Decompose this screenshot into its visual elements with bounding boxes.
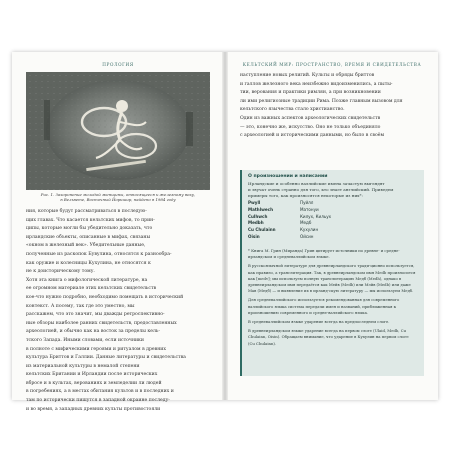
- reading-cell: Матонуи: [300, 206, 319, 212]
- right-page: [226, 52, 438, 400]
- left-running-head: ПРОЛОГИЯ: [102, 62, 134, 67]
- pronunciation-table: [248, 200, 368, 241]
- sidebar-note: В средневаллийском языке ударение всегда на предпоследнем слоге.: [248, 319, 390, 325]
- text-line: ципы, которые могли бы убедительно доказать, что: [26, 226, 153, 232]
- burial-photo: [26, 72, 210, 190]
- table-row: [248, 227, 368, 234]
- text-line: тии, верования и практики римлян, а при возникновении: [240, 90, 381, 96]
- text-line: контекст. А посему, так где это уместно, мы: [26, 303, 135, 309]
- left-page: [12, 52, 224, 412]
- text-line: щих главах. Что касается кельтских мифов, то прин-: [26, 217, 155, 223]
- reading-cell: Килух, Кильух: [300, 213, 332, 219]
- text-line: ее огромном материале этих кельтских свидетельств: [26, 286, 157, 292]
- text-line: не к доисторическому тому.: [26, 269, 95, 275]
- table-row: [248, 207, 368, 214]
- text-line: «окном в железный век». Убедительные данные,: [26, 243, 146, 249]
- text-line: вбросе и в культах, верованиях и земледелии ли людей: [26, 380, 162, 386]
- table-row: [248, 200, 368, 207]
- text-line: и во время, а западных древних культы противостояли: [26, 406, 161, 412]
- text-line: ния, которые будут рассматриваться в последую-: [26, 209, 147, 214]
- sidebar-note: * Книга М. Грин (Миранда) Грин цитирует источники по древне- и средне-ирландском и средневаллийском языке.: [248, 248, 400, 260]
- sidebar-note: Для средневаллийского используется рекомендованная для современного валлийского языка система передачи имен и названий, приближенная к произношению современного и средне-валлийского языка.: [248, 297, 400, 315]
- text-line: кое-что нужно подробно, необходимо помещать в исторический: [26, 294, 184, 300]
- reading-cell: Ойсин: [300, 233, 314, 239]
- caption-line: в Вельвете, Восточный Йоркшир, найдено в 1984 году: [60, 197, 176, 202]
- table-row: [248, 220, 368, 227]
- sidebar-intro-line: и звучат очень странно для того, кто знает английский. Приведем: [248, 186, 394, 192]
- table-row: [248, 214, 368, 221]
- sidebar-note: В древнеирландском языке ударение всегда на первом слоге (Ulaid, Medb, Cu Chulainn, Oisin). Обращаем внимание, что ударение в Кухулин на первом слоге (Cu Chulainn).: [248, 328, 409, 346]
- text-line: археологией, и обычно как на восток за пределы кель-: [26, 329, 160, 335]
- text-line: ирландские объекты, описанные в мифах, связаны: [26, 234, 151, 240]
- reading-cell: Пуйлл: [300, 200, 314, 205]
- term-cell: Culhwch: [248, 213, 268, 219]
- text-line: в полноте с мифическими героями и ритуалом в древних: [26, 346, 166, 352]
- reading-cell: Медб: [300, 220, 312, 226]
- reading-cell: Кухулин: [300, 227, 319, 233]
- text-line: там по исторически пишутся в западной окраине последу-: [26, 398, 170, 404]
- sidebar-title: О произношении и написании: [248, 174, 328, 179]
- text-line: ли ими религиозные традиции Рима. Позже главным вызовом для: [240, 98, 403, 104]
- text-line: Хотя эта книга о мифологической литературе, на: [26, 277, 148, 283]
- text-line: кельтского язычества стало христианство.: [240, 107, 345, 113]
- figure-caption: [26, 192, 210, 202]
- text-line: и галлов железного века неизбежно видоизменились, а пыты-: [240, 81, 393, 87]
- left-body-text: [26, 208, 210, 414]
- pronunciation-sidebar: [240, 170, 424, 376]
- term-cell: Oisin: [248, 233, 260, 239]
- text-line: — это, конечно же, искусство. Оно не только объединяло: [240, 124, 381, 130]
- right-body-text: [240, 72, 424, 141]
- right-running-head: КЕЛЬТСКИЙ МИР: ПРОСТРАНСТВО, ВРЕМЯ И СВИДЕТЕЛЬСТВА: [242, 62, 422, 67]
- text-line: кельтских Британии и Ирландии после исторических: [26, 372, 158, 378]
- text-line: из материальной культуры в немалой степени: [26, 363, 140, 369]
- sidebar-intro: [248, 181, 416, 198]
- term-cell: Pwyll: [248, 200, 261, 205]
- sidebar-note: В русскоязычной литературе для древнеирландского тради-ционно используется, как правило, а транслитерация. Так, в древнеирландском имя Medb произносится как [medv]; мы используем полную транслитерацию Медб (Medh), однако в древнеирландском имя передаётся как Мейв (Medb) или Мэйв (Medb) или даже Мав (Медб) — и выявление их в ирланд-скую литературу — мы используем Медб.: [248, 263, 416, 294]
- term-cell: Medbh: [248, 220, 264, 226]
- text-line: Один из важных аспектов археологических свидетельств: [240, 115, 381, 121]
- sidebar-intro-line: Ирландские и особенно валлийские имена зачастую выглядят: [248, 181, 385, 186]
- sidebar-notes: [248, 248, 416, 350]
- caption-line: Рис. 1. Захоронение молодой женщины, относящееся к железному веку,: [40, 192, 196, 197]
- text-line: полученные из раскопок Бувулина, относятся к разнообра-: [26, 251, 172, 257]
- text-line: тского Запада. Иными словами, если источники: [26, 337, 144, 343]
- text-line: наступление новых религий. Культы и обряды бриттов: [240, 73, 375, 78]
- term-cell: Mathlwech: [248, 206, 274, 212]
- term-cell: Cu Chulainn: [248, 227, 276, 233]
- sidebar-intro-line: примеры того, как произносятся некоторые из них*:: [248, 192, 363, 198]
- text-line: как оружие и колесницы Кухулина, не относятся к: [26, 260, 151, 266]
- text-line: в погребениях, а в местах обитания культов и в последних и: [26, 389, 174, 395]
- book-spread: [12, 52, 438, 412]
- text-line: ные обзоры наиболее ранних свидетельств, предоставленных: [26, 320, 177, 326]
- text-line: расскажем, что это значит, мы дважды ретроспективно-: [26, 312, 165, 318]
- table-row: [248, 234, 368, 241]
- text-line: культура Бриттов и Галлии. Данные литературы и свидетельства: [26, 355, 186, 361]
- text-line: с археологией и историческими данными, но было в своём: [240, 133, 385, 139]
